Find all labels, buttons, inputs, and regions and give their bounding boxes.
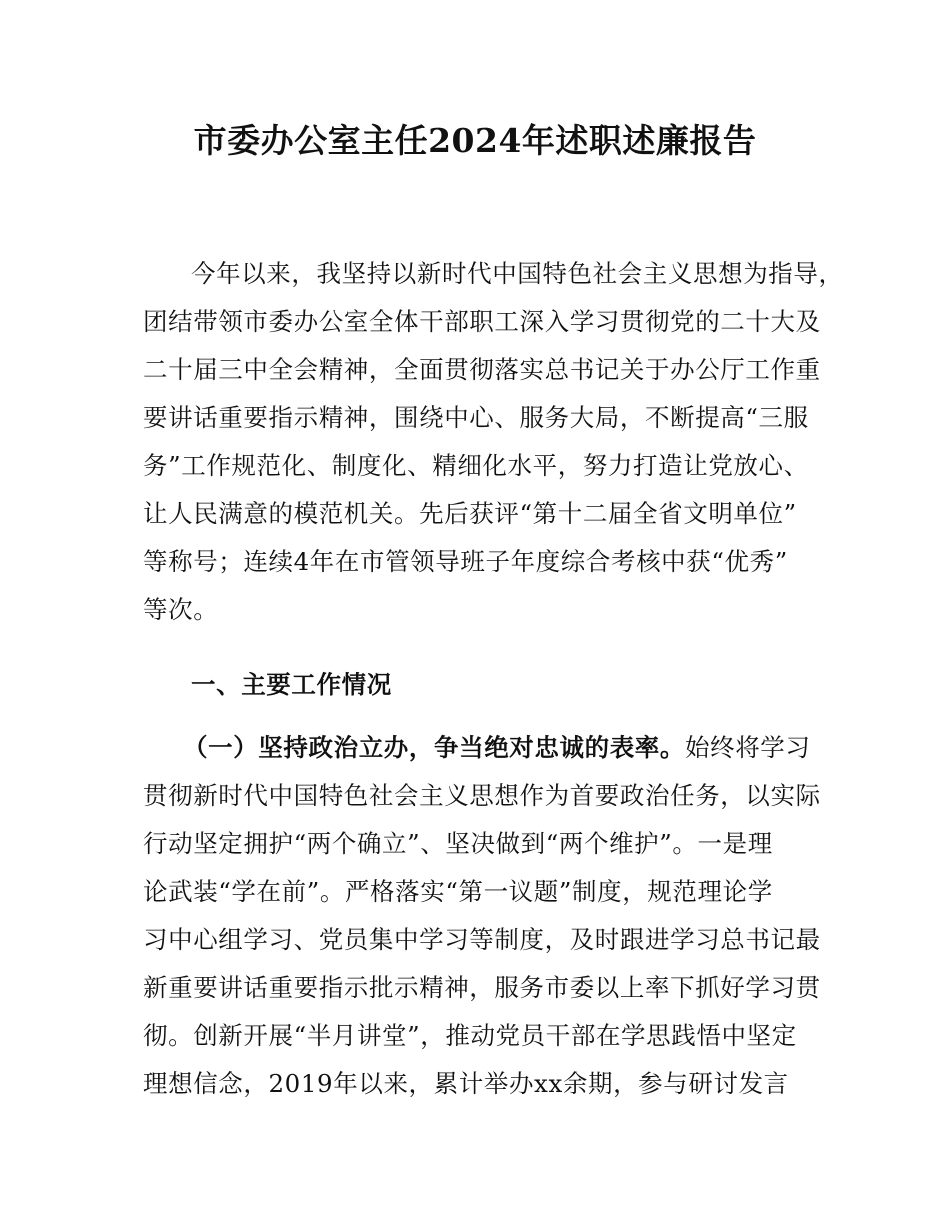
body-line-4: 习中心组学习、党员集中学习等制度，及时跟进学习总书记最 xyxy=(143,925,821,954)
intro-line-2: 团结带领市委办公室全体干部职工深入学习贯彻党的二十大及 xyxy=(143,307,821,336)
intro-line-3: 二十届三中全会精神，全面贯彻落实总书记关于办公厅工作重 xyxy=(143,355,821,384)
intro-line-7: 等称号；连续4年在市管领导班子年度综合考核中获“优秀” xyxy=(143,547,788,576)
document-title: 市委办公室主任2024年述职述廉报告 xyxy=(193,121,757,160)
subsection-first-line xyxy=(183,732,811,764)
intro-line-6: 让人民满意的模范机关。先后获评“第十二届全省文明单位” xyxy=(143,499,797,528)
intro-line-5: 务”工作规范化、制度化、精细化水平，努力打造让党放心、 xyxy=(143,451,809,480)
body-line-7: 理想信念，2019年以来，累计举办xx余期，参与研讨发言 xyxy=(143,1069,789,1098)
body-line-5: 新重要讲话重要指示批示精神，服务市委以上率下抓好学习贯 xyxy=(143,973,821,1002)
body-line-2: 行动坚定拥护“两个确立”、坚决做到“两个维护”。一是理 xyxy=(143,829,773,858)
subsection-lead: （一）坚持政治立办，争当绝对忠诚的表率。 xyxy=(183,733,685,762)
subsection-first-line-rest: 始终将学习 xyxy=(685,733,811,762)
intro-line-4: 要讲话重要指示精神，围绕中心、服务大局，不断提高“三服 xyxy=(143,403,809,432)
body-line-1: 贯彻新时代中国特色社会主义思想作为首要政治任务，以实际 xyxy=(143,781,821,810)
section-heading: 一、主要工作情况 xyxy=(191,670,392,699)
body-line-6: 彻。创新开展“半月讲堂”，推动党员干部在学思践悟中坚定 xyxy=(143,1021,797,1050)
body-line-3: 论武装“学在前”。严格落实“第一议题”制度，规范理论学 xyxy=(143,877,773,906)
intro-line-8: 等次。 xyxy=(143,595,219,624)
intro-line-1: 今年以来，我坚持以新时代中国特色社会主义思想为指导， xyxy=(191,259,844,288)
